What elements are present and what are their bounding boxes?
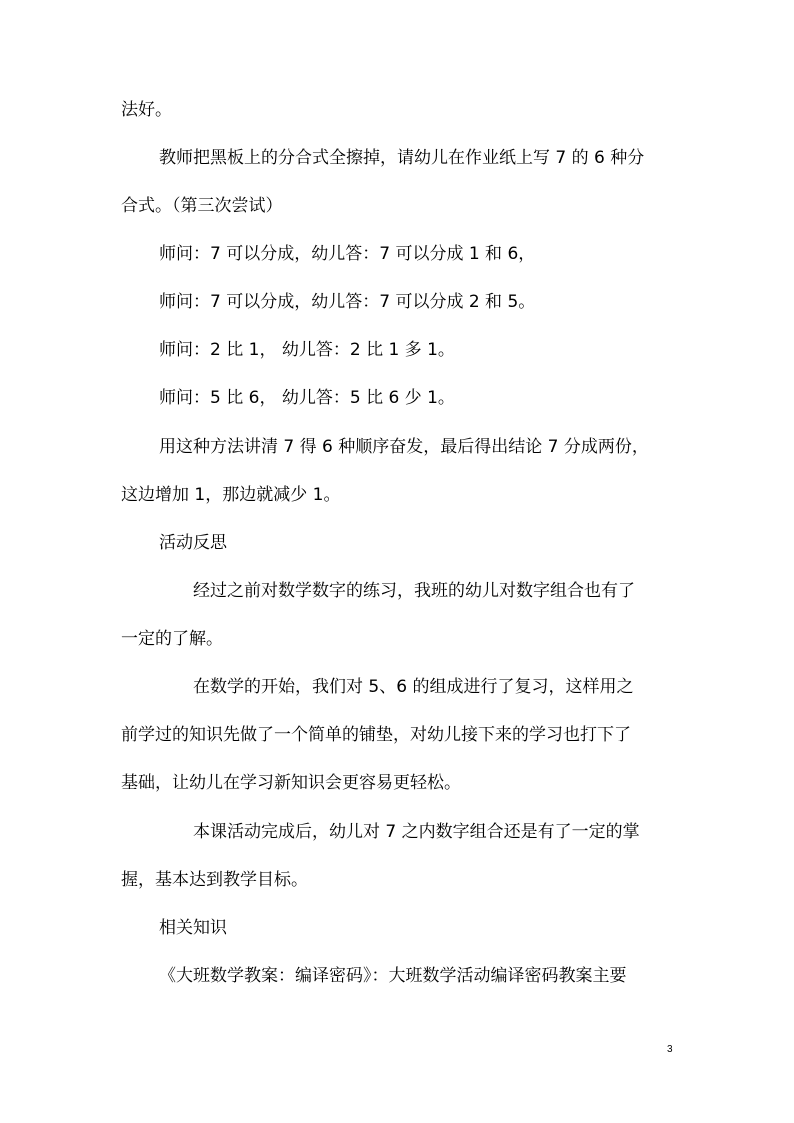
text-line: 《大班数学教案：编译密码》：大班数学活动编译密码教案主要 bbox=[159, 966, 627, 986]
text-line: 一定的了解。 bbox=[121, 629, 223, 649]
text-line: 法好。 bbox=[121, 100, 172, 120]
text-line: 用这种方法讲清 7 得 6 种顺序奋发，最后得出结论 7 分成两份， bbox=[159, 437, 649, 457]
text-line: 前学过的知识先做了一个简单的铺垫，对幼儿接下来的学习也打下了 bbox=[121, 725, 631, 745]
text-line: 教师把黑板上的分合式全擦掉，请幼儿在作业纸上写 7 的 6 种分 bbox=[159, 148, 645, 168]
text-line: 师问：2 比 1， 幼儿答：2 比 1 多 1。 bbox=[159, 340, 455, 360]
text-line: 在数学的开始，我们对 5、6 的组成进行了复习，这样用之 bbox=[193, 677, 634, 697]
text-line: 师问：7 可以分成，幼儿答：7 可以分成 1 和 6， bbox=[159, 244, 536, 264]
text-line: 这边增加 1，那边就减少 1。 bbox=[121, 485, 341, 505]
section-heading: 相关知识 bbox=[159, 918, 227, 938]
text-line: 合式。（第三次尝试） bbox=[121, 196, 283, 216]
text-line: 师问：7 可以分成，幼儿答：7 可以分成 2 和 5。 bbox=[159, 292, 536, 312]
text-line: 经过之前对数学数字的练习，我班的幼儿对数字组合也有了 bbox=[193, 581, 635, 601]
section-heading: 活动反思 bbox=[159, 533, 227, 553]
page-number: 3 bbox=[667, 1044, 673, 1055]
text-line: 师问：5 比 6， 幼儿答：5 比 6 少 1。 bbox=[159, 388, 455, 408]
text-line: 握，基本达到教学目标。 bbox=[121, 870, 308, 890]
text-line: 本课活动完成后，幼儿对 7 之内数字组合还是有了一定的掌 bbox=[193, 822, 640, 842]
text-line: 基础，让幼儿在学习新知识会更容易更轻松。 bbox=[121, 773, 461, 793]
